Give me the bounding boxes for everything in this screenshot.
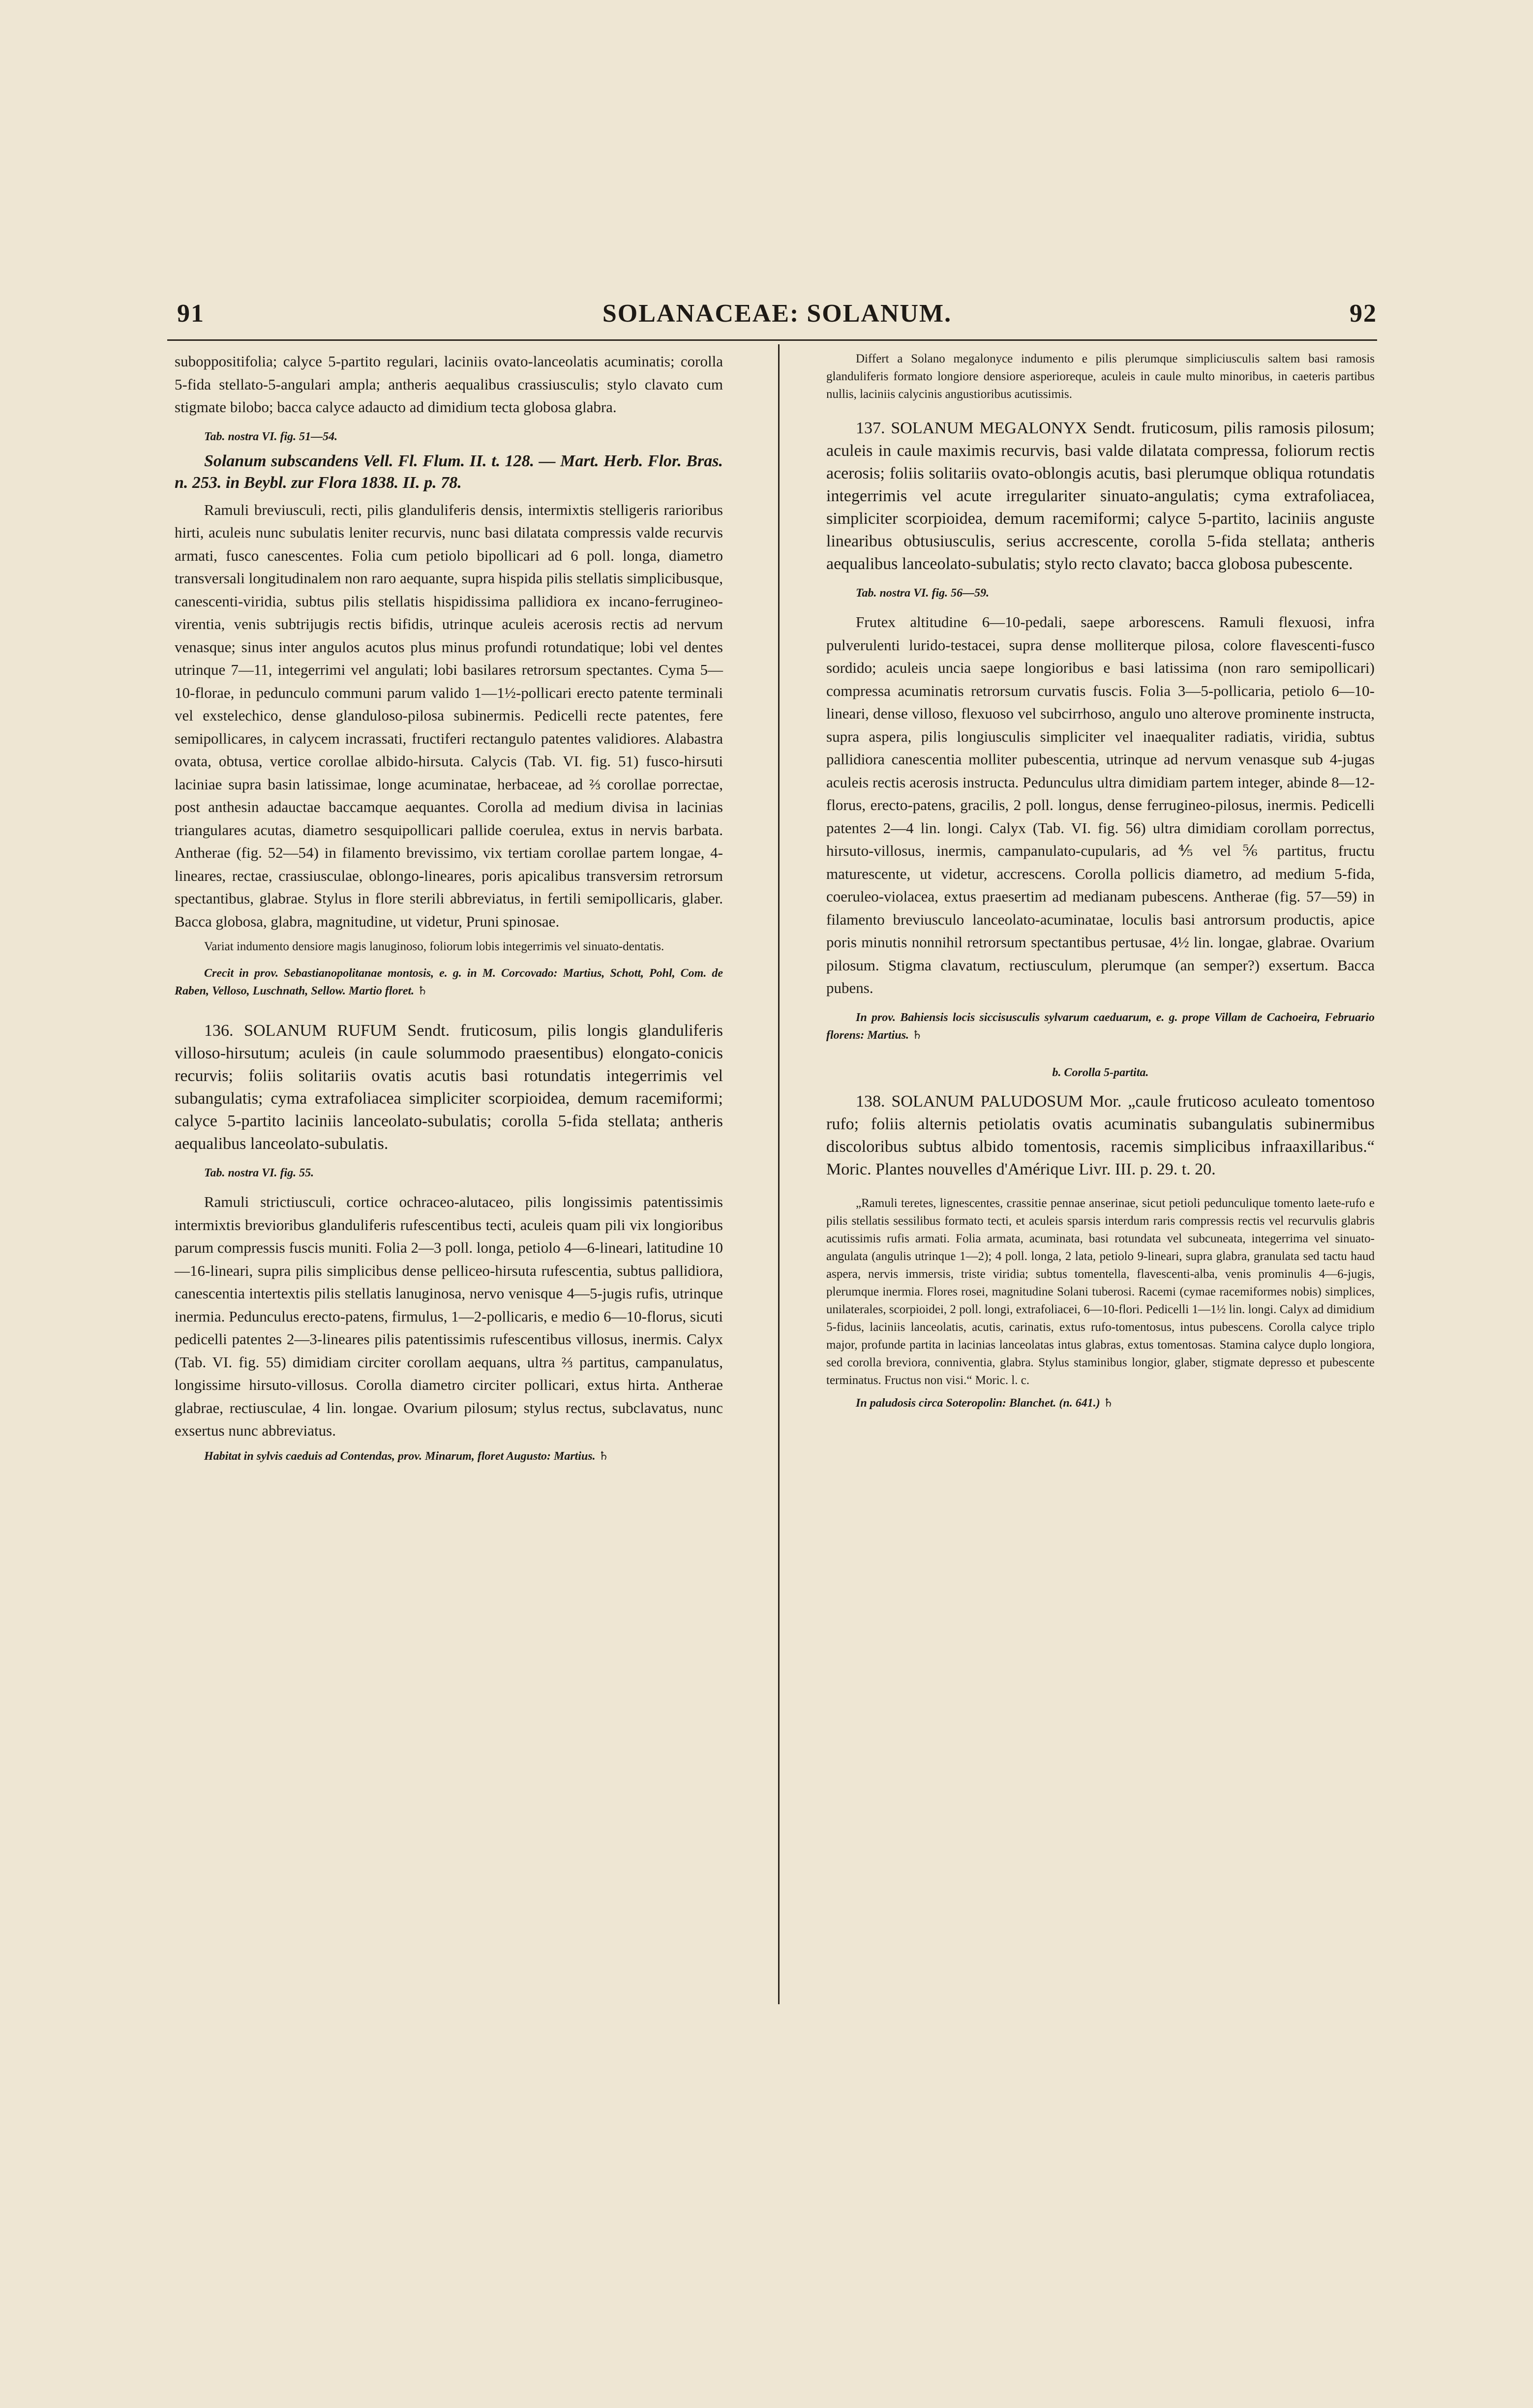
page-number-left: 91: [177, 300, 205, 328]
plate-reference: Tab. nostra VI. fig. 55.: [204, 1167, 314, 1179]
header-rule: [167, 339, 1377, 341]
species-description: Ramuli breviusculi, recti, pilis glanduliferis densis, intermixtis stelligeris rarioribus hirti, aculeis nunc subulatis leniter recurvis, nunc basi dilatata compressis valde recurvis armati, fusco canescentes. Folia cum petiolo bipollicari ad 6 poll. longa, diametro transversali longitudinalem non raro aequante, supra hispida pilis stellatis simplicibusque, canescenti-viridia, subtus pilis stellatis hispidissima pallidiora ex incano-ferrugineo-virentia, venis subtrijugis rectis bifidis, utrinque aculeis acerosis rectis ad nervum venasque; sinus inter angulos acutos plus minus profundi rotundatique; lobi vel dentes utrinque 7—11, integerrimi vel angulati; lobi basilares retrorsum spectantes. Cyma 5—10-florae, in pedunculo communi parum valido 1—1½-pollicari erecto patente terminali vel exstelechico, dense glanduloso-pilosa subinermis. Pedicelli recte patentes, fere semipollicares, in calycem incrassati, fructiferi rectangulo patentes validiores. Alabastra ovata, obtusa, vertice corollae albido-hirsuta. Calycis (Tab. VI. fig. 51) fusco-hirsuti laciniae supra basin latissimae, longe acuminatae, herbaceae, ad ⅔ corollae porrectae, post anthesin adauctae baccamque aequantes. Corolla ad medium divisa in lacinias triangulares acutas, diametro sesquipollicari pallide coerulea, extus in nervis barbata. Antherae (fig. 52—54) in filamento brevissimo, vix tertiam corollae partem longae, 4-lineares, rectae, crassiusculae, oblongo-lineares, poris apicalibus transversim retrorsum spectantibus, glabrae. Stylus in flore sterili abbreviatus, in fertili semipollicaris, glaber. Bacca globosa, glabra, magnitudine, ut videtur, Pruni spinosae.: [175, 501, 723, 930]
plate-reference: Tab. nostra VI. fig. 56—59.: [856, 587, 990, 600]
species-136-diagnosis: 136. SOLANUM RUFUM Sendt. fruticosum, pilis longis glanduliferis villoso-hirsutum; aculeis (in caule solummodo praesentibus) elongato-conicis recurvis; foliis solitariis ovatis acutis basi rotundatis integerrimis vel subangulatis; cyma extrafoliacea simpliciter scorpioidea, demum racemiformi; calyce 5-partito laciniis lanceolato-subulatis; corolla 5-fida stellata; antheris aequalibus lanceolato-subulatis.: [175, 1022, 723, 1153]
subsection-heading: b. Corolla 5-partita.: [1052, 1066, 1149, 1079]
species-137-diagnosis: 137. SOLANUM MEGALONYX Sendt. fruticosum, pilis ramosis pilosum; aculeis in caule maximis recurvis, basi valde dilatata compressa, foliorum rectis acerosis; foliis solitariis ovato-oblongis acutis, basi plerumque obliqua rotundatis integerrimis vel acute irregulariter sinuato-angulatis; cyma extrafoliacea, simpliciter scorpioidea, demum racemiformi; calyce 5-partito, laciniis anguste linearibus obtusiusculis, serius accrescente, corolla 5-fida stellata; antheris aequalibus lanceolato-subulatis; stylo recto clavato; bacca globosa pubescente.: [826, 419, 1375, 573]
habitat-note: Habitat in sylvis caeduis ad Contendas, prov. Minarum, floret Augusto: Martius. ♄: [204, 1449, 609, 1463]
species-138-description: „Ramuli teretes, lignescentes, crassitie pennae anserinae, sicut petioli pedunculique tomento laete-rufo e pilis stellatis sessilibus formato tecti, et aculeis sparsis interdum raris compressis rectis vel recurvulis glabris acutissimis rufis armati. Folia armata, acuminata, basi rotundata vel subcuneata, integerrima vel sinuato-angulata (angulis utrinque 1—2); 4 poll. longa, 2 lata, petiolo 9-lineari, supra glabra, granulata sed tactu haud aspera, nervis immersis, triste viridia; subtus tomentella, flavescenti-alba, venis prominulis 4—6-jugis, plerumque inermia. Flores rosei, magnitudine Solani tuberosi. Racemi (cymae racemiformes nobis) simplices, unilaterales, scorpioidei, 2 poll. longi, extrafoliacei, 6—10-flori. Pedicelli 1—1½ lin. longi. Calyx ad dimidium 5-fidus, laciniis lanceolatis, acutis, carinatis, extus rufo-tomentosus, intus pubescens. Corolla calyce triplo major, profunde partita in lacinias lanceolatas intus glabras, extus tomentosas. Stamina calyce duplo longiora, sed corolla breviora, conniventia, glabra. Stylus staminibus longior, glaber, stigmate depresso et pubescente terminatus. Fructus non visi.“ Moric. l. c.: [826, 1196, 1375, 1387]
species-137-description: Frutex altitudine 6—10-pedali, saepe arborescens. Ramuli flexuosi, infra pulverulenti lurido-testacei, supra dense molliterque pilosa, colore flavescenti-fusco sordido; aculeis uncia saepe longioribus e basi latissima (non raro semipollicari) compressa acuminatis retrorsum curvatis fuscis. Folia 3—5-pollicaria, petiolo 6—10-lineari, dense villoso, flexuoso vel subcirrhoso, angulo uno alterove prominente instructa, supra aspera, pilis longiusculis simpliciter vel inaequaliter radiatis, viridia, subtus pallidiora canescentia molliter pubescentia, utrinque ad nervum venasque sub 4-jugas aculeis rectis acerosis instructa. Pedunculus ultra dimidiam partem integer, abinde 8—12-florus, erecto-patens, gracilis, 2 poll. longus, dense ferrugineo-pilosus, inermis. Pedicelli patentes 2—4 lin. longi. Calyx (Tab. VI. fig. 56) ultra dimidiam corollam porrectus, hirsuto-villosus, inermis, campanulato-cupularis, ad ⅘ vel ⅚ partitus, fructu maturescente, ut videtur, accrescens. Corolla pollicis diametro, ad medium 5-fida, coeruleo-violacea, extus praesertim ad medianam pubescens. Antherae (fig. 57—59) in filamento breviusculo lanceolato-acuminatae, loculis basi antrorsum productis, apice poris minutis nonnihil retrorsum spectantibus pertusae, 4½ lin. longae, glabrae. Ovarium pilosum. Stigma clavatum, rectiusculum, plerumque (an semper?) exsertum. Bacca pubens.: [826, 613, 1375, 996]
column-divider: [778, 344, 780, 2004]
left-column: [175, 350, 723, 1465]
variety-note: Variat indumento densiore magis lanuginoso, foliorum lobis integerrimis vel sinuato-dentatis.: [204, 940, 664, 953]
synonymy: Solanum subscandens Vell. Fl. Flum. II. t. 128. — Mart. Herb. Flor. Bras. n. 253. in Beybl. zur Flora 1838. II. p. 78.: [175, 452, 723, 492]
description-continuation: suboppositifolia; calyce 5-partito regulari, laciniis ovato-lanceolatis acuminatis; corolla 5-fida stellato-5-angulari ampla; antheris aequalibus crassiusculis; stylo clavato cum stigmate bilobo; bacca calyce adaucto ad dimidium tecta globosa glabra.: [175, 353, 723, 416]
right-column: [826, 350, 1375, 1412]
habitat-note: In prov. Bahiensis locis siccisusculis sylvarum caeduarum, e. g. prope Villam de Cachoeira, Februario florens: Martius. ♄: [826, 1011, 1375, 1042]
running-title: SOLANACEAE: SOLANUM.: [602, 300, 952, 328]
differential-note: Differt a Solano megalonyce indumento e pilis plerumque simpliciusculis saltem basi ramosis glanduliferis formato longiore densiore asperioreque, aculeis in caule multo minoribus, in caeteris partibus nullis, laciniis calycinis angustioribus acutissimis.: [826, 352, 1375, 401]
species-138-diagnosis: 138. SOLANUM PALUDOSUM Mor. „caule fruticoso aculeato tomentoso rufo; foliis alternis petiolatis ovatis acuminatis subangulatis subinermibus discoloribus subtus albido tomentosis, racemis simplicibus infraaxillaribus.“ Moric. Plantes nouvelles d'Amérique Livr. III. p. 29. t. 20.: [826, 1092, 1375, 1178]
plate-reference: Tab. nostra VI. fig. 51—54.: [204, 430, 338, 443]
page-number-right: 92: [1350, 300, 1377, 328]
habitat-note: In paludosis circa Soteropolin: Blanchet. (n. 641.) ♄: [856, 1396, 1114, 1410]
habitat-note: Crecit in prov. Sebastianopolitanae montosis, e. g. in M. Corcovado: Martius, Schott, Pohl, Com. de Raben, Velloso, Luschnath, Sellow. Martio floret. ♄: [175, 967, 723, 997]
species-136-description: Ramuli strictiusculi, cortice ochraceo-alutaceo, pilis longissimis patentissimis intermixtis brevioribus glanduliferis rufescentibus tecti, aculeis quam pili vix longioribus parum compressis fuscis muniti. Folia 2—3 poll. longa, petiolo 4—6-lineari, latitudine 10—16-lineari, supra pilis simplicibus dense pelliceo-hirsuta rufescentia, subtus pallidiora, canescentia intertextis pilis stellatis lanuginosa, nervo venisque 4—5-jugis rufis, utrinque inermia. Pedunculus erecto-patens, firmulus, 1—2-pollicaris, e medio 6—10-florus, sicuti pedicelli patentes 2—3-lineares pilis patentissimis rufescentibus villosus, inermis. Calyx (Tab. VI. fig. 55) dimidiam circiter corollam aequans, ultra ⅔ partitus, campanulatus, longissime hirsuto-villosus. Corolla diametro circiter pollicari, extus hirta. Antherae glabrae, rectiusculae, 4 lin. longae. Ovarium pilosum; stylus rectus, subclavatus, nunc exsertus nunc abbreviatus.: [175, 1193, 723, 1439]
running-header: [177, 299, 1377, 333]
